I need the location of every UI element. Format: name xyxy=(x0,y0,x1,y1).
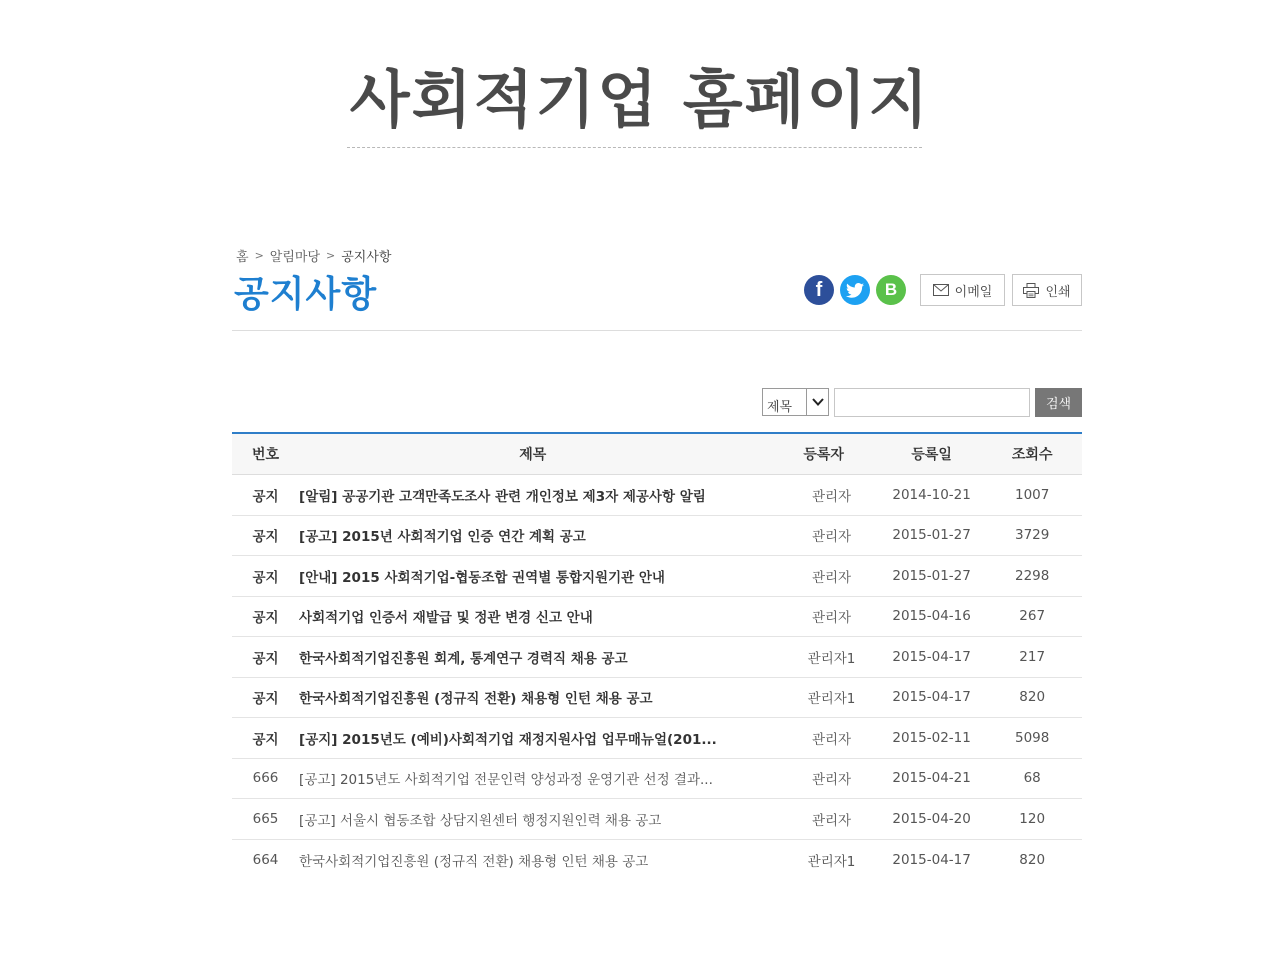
row-date: 2015-04-16 xyxy=(892,608,971,625)
row-views: 2298 xyxy=(1015,567,1050,584)
breadcrumb-separator: > xyxy=(254,249,264,262)
row-author: 관리자 xyxy=(811,529,852,546)
email-button[interactable] xyxy=(920,274,1005,306)
print-button-label: 인쇄 xyxy=(1045,284,1071,300)
search-input[interactable] xyxy=(834,388,1030,417)
table-row xyxy=(232,840,1082,881)
table-row xyxy=(232,597,1082,638)
row-author: 관리자 xyxy=(811,569,852,586)
table-row xyxy=(232,799,1082,840)
breadcrumb xyxy=(236,246,391,265)
row-author: 관리자 xyxy=(811,610,852,627)
row-author: 관리자 xyxy=(811,772,852,789)
row-author: 관리자 xyxy=(811,488,852,505)
email-button-label: 이메일 xyxy=(954,284,993,300)
row-views: 820 xyxy=(1019,689,1046,706)
row-views: 1007 xyxy=(1015,486,1050,503)
breadcrumb-section[interactable]: 알림마당 xyxy=(269,250,321,265)
table-row xyxy=(232,759,1082,800)
printer-icon xyxy=(1023,283,1039,298)
facebook-share-button[interactable] xyxy=(804,275,834,305)
row-date: 2014-10-21 xyxy=(892,486,971,503)
row-date: 2015-02-11 xyxy=(892,729,971,746)
row-title-link[interactable]: [공고] 2015년도 사회적기업 전문인력 양성과정 운영기관 선정 결과... xyxy=(299,772,713,789)
row-views: 3729 xyxy=(1015,527,1050,544)
search-field-select[interactable] xyxy=(762,388,829,416)
header-views: 조회수 xyxy=(1011,447,1053,463)
row-title-link[interactable]: 사회적기업 인증서 재발급 및 정관 변경 신고 안내 xyxy=(299,610,593,627)
row-views: 5098 xyxy=(1015,729,1050,746)
breadcrumb-home[interactable]: 홈 xyxy=(236,250,249,265)
row-date: 2015-04-21 xyxy=(892,770,971,787)
table-header xyxy=(232,434,1082,475)
row-title-link[interactable]: [공고] 서울시 협동조합 상담지원센터 행정지원인력 채용 공고 xyxy=(299,812,662,829)
row-title-link[interactable]: [안내] 2015 사회적기업-협동조합 권역별 통합지원기관 안내 xyxy=(299,569,665,586)
row-author: 관리자1 xyxy=(807,691,856,708)
row-date: 2015-04-17 xyxy=(892,851,971,868)
notice-board-table xyxy=(232,432,1082,880)
title-divider xyxy=(347,147,922,148)
slide-title: 사회적기업 홈페이지 xyxy=(349,63,931,136)
row-author: 관리자 xyxy=(811,812,852,829)
header-title: 제목 xyxy=(519,447,547,463)
row-date: 2015-04-20 xyxy=(892,810,971,827)
row-num: 공지 xyxy=(252,610,279,627)
page-title: 공지사항 xyxy=(234,274,378,315)
header-num: 번호 xyxy=(251,447,280,463)
facebook-icon: f xyxy=(815,278,823,301)
row-author: 관리자 xyxy=(811,731,852,748)
row-date: 2015-01-27 xyxy=(892,527,971,544)
breadcrumb-separator: > xyxy=(326,249,336,262)
search-field-selected: 제목 xyxy=(767,399,793,415)
row-date: 2015-01-27 xyxy=(892,567,971,584)
row-views: 68 xyxy=(1023,770,1041,787)
row-title-link[interactable]: 한국사회적기업진흥원 회계, 통계연구 경력직 채용 공고 xyxy=(299,650,628,667)
header-author: 등록자 xyxy=(803,447,844,463)
row-num: 666 xyxy=(252,770,279,787)
search-button[interactable]: 검색 xyxy=(1035,388,1082,417)
print-button[interactable] xyxy=(1012,274,1082,306)
twitter-icon xyxy=(846,283,864,298)
row-num: 공지 xyxy=(252,488,279,505)
table-row xyxy=(232,556,1082,597)
row-num: 공지 xyxy=(252,650,279,667)
row-title-link[interactable]: 한국사회적기업진흥원 (정규직 전환) 채용형 인턴 채용 공고 xyxy=(299,691,653,708)
table-row xyxy=(232,516,1082,557)
chevron-down-icon xyxy=(812,398,824,406)
mail-icon xyxy=(933,284,949,296)
row-date: 2015-04-17 xyxy=(892,689,971,706)
row-num: 공지 xyxy=(252,691,279,708)
row-num: 664 xyxy=(252,851,279,868)
row-author: 관리자1 xyxy=(807,650,856,667)
row-num: 공지 xyxy=(252,529,279,546)
row-views: 217 xyxy=(1019,648,1046,665)
row-views: 120 xyxy=(1019,810,1046,827)
select-arrow xyxy=(806,389,828,415)
row-title-link[interactable]: [공고] 2015년 사회적기업 인증 연간 계획 공고 xyxy=(299,529,586,546)
table-row xyxy=(232,475,1082,516)
header-date: 등록일 xyxy=(911,447,952,463)
table-row xyxy=(232,678,1082,719)
row-num: 공지 xyxy=(252,569,279,586)
row-title-link[interactable]: [알림] 공공기관 고객만족도조사 관련 개인정보 제3자 제공사항 알림 xyxy=(299,488,706,505)
row-views: 267 xyxy=(1019,608,1046,625)
table-row xyxy=(232,718,1082,759)
row-author: 관리자1 xyxy=(807,853,856,870)
table-row xyxy=(232,637,1082,678)
twitter-share-button[interactable] xyxy=(840,275,870,305)
row-title-link[interactable]: 한국사회적기업진흥원 (정규직 전환) 채용형 인턴 채용 공고 xyxy=(299,853,649,870)
row-views: 820 xyxy=(1019,851,1046,868)
row-title-link[interactable]: [공지] 2015년도 (예비)사회적기업 재정지원사업 업무매뉴얼(201... xyxy=(299,731,717,748)
breadcrumb-current: 공지사항 xyxy=(341,250,392,265)
row-date: 2015-04-17 xyxy=(892,648,971,665)
band-share-button[interactable] xyxy=(876,275,906,305)
band-icon: B xyxy=(884,280,898,299)
row-num: 공지 xyxy=(252,731,279,748)
row-num: 665 xyxy=(252,810,279,827)
header-divider xyxy=(232,330,1082,331)
